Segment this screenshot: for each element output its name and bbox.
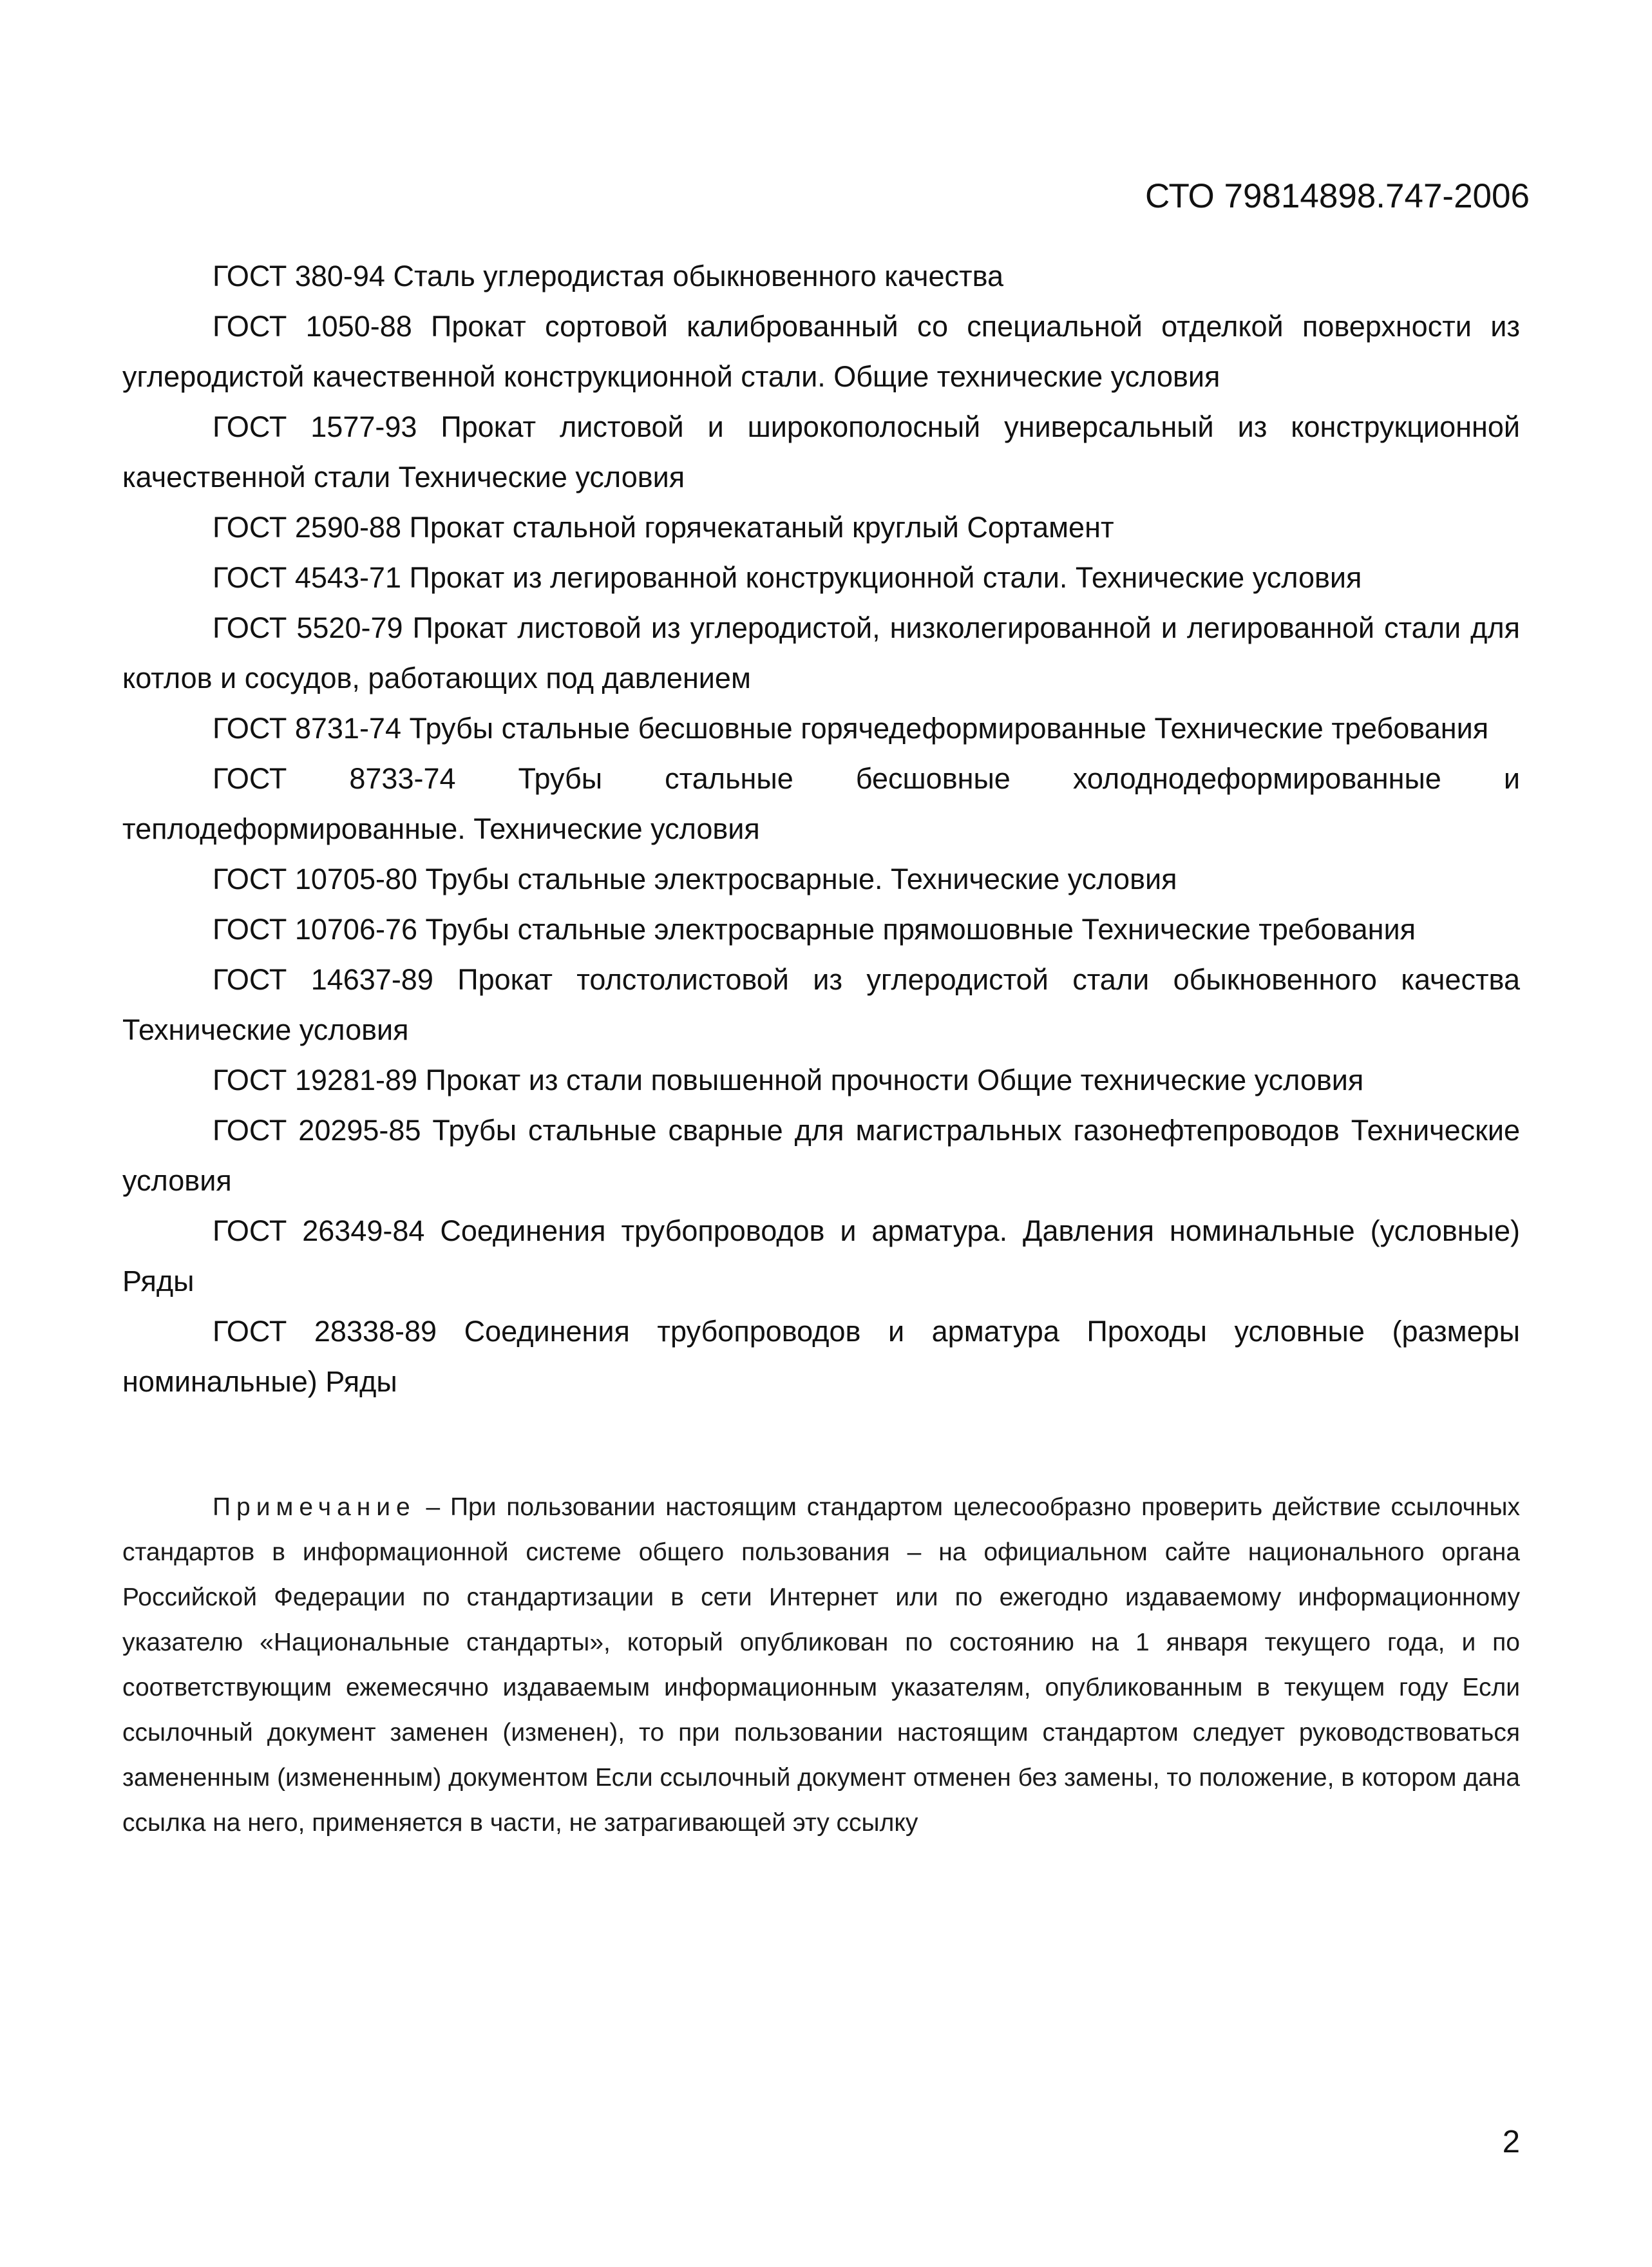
reference-item: ГОСТ 28338-89 Соединения трубопроводов и арматура Проходы условные (размеры номинальные) Ряды	[122, 1315, 1520, 1398]
reference-item: ГОСТ 380-94 Сталь углеродистая обыкновенного качества	[213, 260, 1004, 292]
note-block	[122, 1485, 1520, 1846]
reference-item: ГОСТ 19281-89 Прокат из стали повышенной прочности Общие технические условия	[213, 1064, 1364, 1096]
reference-item: ГОСТ 1577-93 Прокат листовой и широкополосный универсальный из конструкционной качественной стали Технические условия	[122, 410, 1520, 493]
reference-item: ГОСТ 8733-74 Трубы стальные бесшовные холоднодеформированные и теплодеформированные. Технические условия	[122, 762, 1520, 845]
document-code-header: СТО 79814898.747-2006	[1145, 177, 1530, 215]
reference-item: ГОСТ 10705-80 Трубы стальные электросварные. Технические условия	[213, 863, 1177, 895]
note-paragraph	[122, 1485, 1520, 1846]
reference-item: ГОСТ 1050-88 Прокат сортовой калиброванный со специальной отделкой поверхности из углеродистой качественной конструкционной стали. Общие технические условия	[122, 310, 1520, 393]
reference-item: ГОСТ 5520-79 Прокат листовой из углеродистой, низколегированной и легированной стали для котлов и сосудов, работающих под давлением	[122, 611, 1520, 694]
reference-item: ГОСТ 8731-74 Трубы стальные бесшовные горячедеформированные Технические требования	[213, 712, 1489, 745]
reference-item: ГОСТ 4543-71 Прокат из легированной конструкционной стали. Технические условия	[213, 561, 1362, 594]
reference-item: ГОСТ 26349-84 Соединения трубопроводов и арматура. Давления номинальные (условные) Ряды	[122, 1214, 1520, 1297]
reference-item: ГОСТ 2590-88 Прокат стальной горячекатаный круглый Сортамент	[213, 511, 1114, 544]
normative-references-list	[122, 251, 1520, 1407]
page-number: 2	[1502, 2125, 1520, 2159]
note-label: Примечание	[213, 1493, 416, 1521]
reference-item: ГОСТ 10706-76 Трубы стальные электросварные прямошовные Технические требования	[213, 913, 1416, 946]
note-text: – При пользовании настоящим стандартом целесообразно проверить действие ссылочных стандартов в информационной системе общего пользования – на официальном сайте национального органа Российской Федерации по стандартизации в сети Интернет или по ежегодно издаваемому информационному указателю «Национальные стандарты», который опубликован по состоянию на 1 января текущего года, и по соответствующим ежемесячно издаваемым информационным указателям, опубликованным в текущем году Если ссылочный документ заменен (изменен), то при пользовании настоящим стандартом следует руководствоваться замененным (измененным) документом Если ссылочный документ отменен без замены, то положение, в котором дана ссылка на него, применяется в части, не затрагивающей эту ссылку	[122, 1493, 1520, 1837]
reference-item: ГОСТ 14637-89 Прокат толстолистовой из углеродистой стали обыкновенного качества Технические условия	[122, 963, 1520, 1046]
reference-item: ГОСТ 20295-85 Трубы стальные сварные для магистральных газонефтепроводов Технические условия	[122, 1114, 1520, 1197]
